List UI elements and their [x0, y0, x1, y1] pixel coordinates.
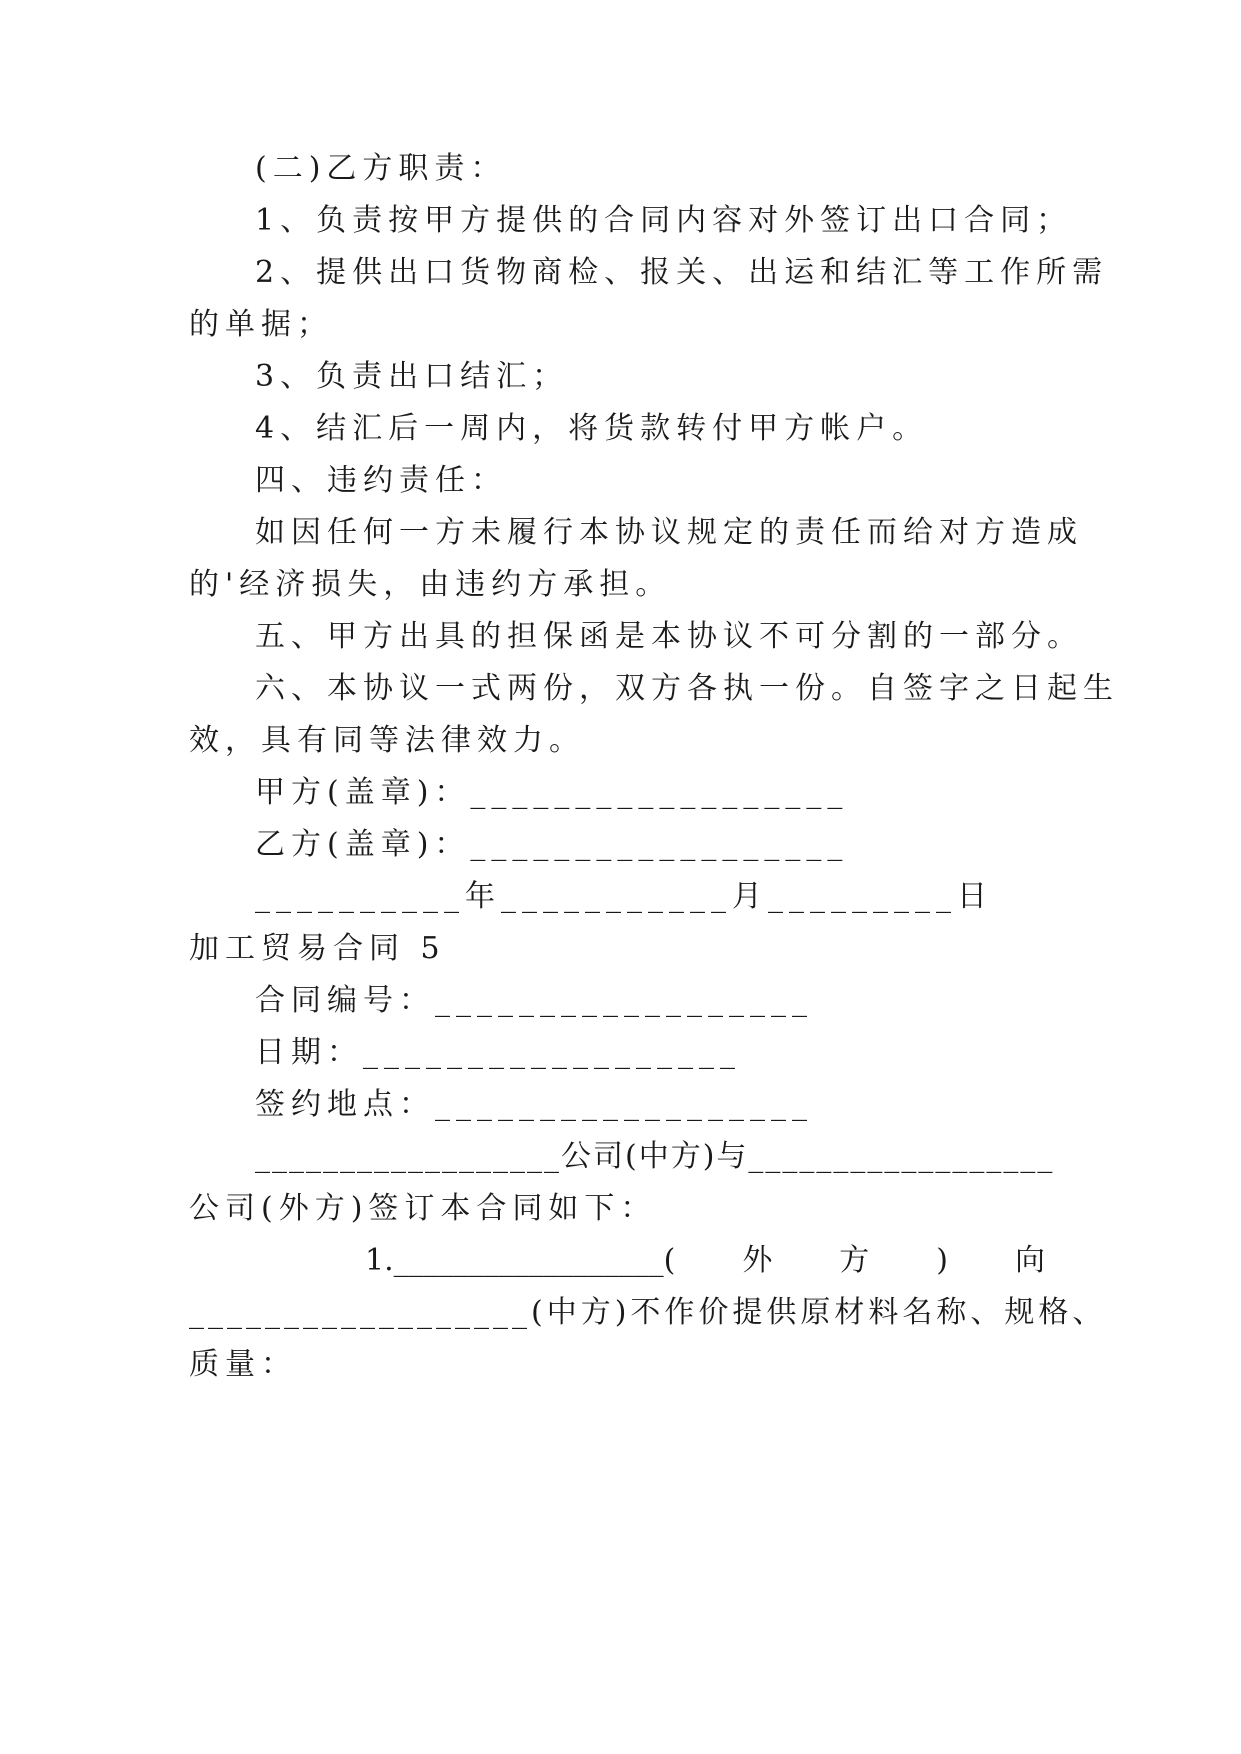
duty-item-2-cont: 的单据；	[189, 307, 333, 342]
clause-1-line	[365, 1241, 1045, 1281]
contract-title: 加工贸易合同 5	[189, 931, 446, 966]
clause-1-part-3: 方	[839, 1243, 870, 1278]
clause-1-part-4: )	[936, 1243, 948, 1278]
clause-six: 六、本协议一式两份，双方各执一份。自签字之日起生	[255, 671, 1119, 706]
liability-paragraph: 如因任何一方未履行本协议规定的责任而给对方造成	[255, 515, 1083, 550]
date-line: __________年___________月_________日	[255, 879, 993, 914]
liability-paragraph-cont: 的'经济损失，由违约方承担。	[189, 567, 672, 602]
section-heading-liability: 四、违约责任：	[255, 463, 507, 498]
clause-1-line-cont-2: 质量：	[189, 1347, 297, 1382]
contract-date-line: 日期：__________________	[255, 1035, 741, 1070]
contract-number-line: 合同编号：__________________	[255, 983, 813, 1018]
signing-place-line: 签约地点：__________________	[255, 1087, 813, 1122]
party-a-seal-line: 甲方(盖章)：__________________	[255, 775, 849, 810]
duty-item-3: 3、负责出口结汇；	[255, 359, 569, 394]
duty-item-1: 1、负责按甲方提供的合同内容对外签订出口合同；	[255, 203, 1073, 238]
clause-1-part-1: 1.__________________(	[365, 1243, 676, 1278]
parties-line-cont: 公司(外方)签订本合同如下：	[189, 1191, 657, 1226]
clause-1-part-2: 外	[742, 1243, 773, 1278]
section-heading-party-b-duties: (二)乙方职责：	[255, 151, 507, 186]
clause-1-line-cont: __________________(中方)不作价提供原材料名称、规格、	[189, 1295, 1107, 1330]
clause-1-part-5: 向	[1014, 1243, 1045, 1278]
clause-five: 五、甲方出具的担保函是本协议不可分割的一部分。	[255, 619, 1083, 654]
duty-item-4: 4、结汇后一周内，将货款转付甲方帐户。	[255, 411, 929, 446]
clause-six-cont: 效，具有同等法律效力。	[189, 723, 585, 758]
duty-item-2: 2、提供出口货物商检、报关、出运和结汇等工作所需	[255, 255, 1109, 290]
party-b-seal-line: 乙方(盖章)：__________________	[255, 827, 849, 862]
parties-line: __________________公司(中方)与__________________	[255, 1139, 1055, 1174]
